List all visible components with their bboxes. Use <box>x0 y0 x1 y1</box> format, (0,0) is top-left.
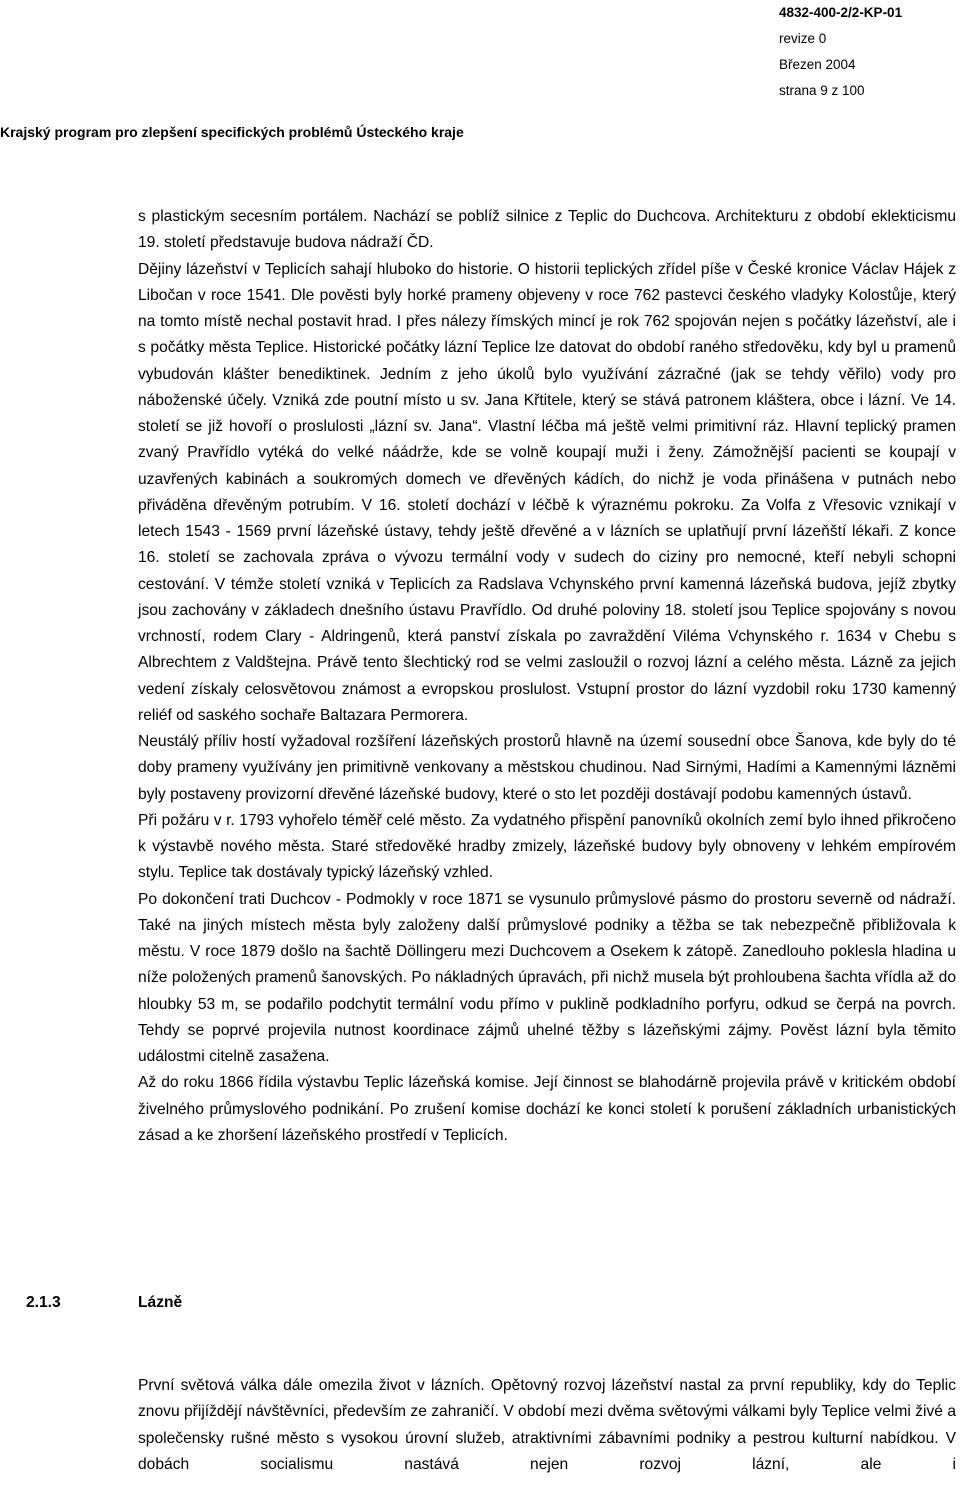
paragraph: Dějiny lázeňství v Teplicích sahají hluboko do historie. O historii teplických zřídel píše v České kronice Václav Hájek z Libočan v roce 1541. Dle pověsti byly horké prameny objeveny v roce 762 pastevci českého vladyky Kolostůje, který na tomto místě nechal postavit hrad. I přes nálezy římských mincí je rok 762 spojován nejen s počátky lázeňství, ale i s počátky města Teplice. Historické počátky lázní Teplice lze datovat do období raného středověku, kdy byl u pramenů vybudován klášter benediktinek. Jedním z jeho úkolů bylo využívání zázračné (jak se tehdy věřilo) vody pro náboženské účely. Vzniká zde poutní místo u sv. Jana Křtitele, který se stává patronem kláštera, obce i lázní. Ve 14. století se již hovoří o proslulosti „lázní sv. Jana“. Vlastní léčba má ještě velmi primitivní ráz. Hlavní teplický pramen zvaný Pravřídlo vytéká do velké náádrže, kde se volně koupají muži i ženy. Zámožnější pacienti se koupají v uzavřených kabinách a soukromých domech ve dřevěných kádích, do nichž je voda přinášena v putnách nebo přiváděna dřevěným potrubím. V 16. století dochází v léčbě k výraznému pokroku. Za Volfa z Vřesovic vznikají v letech 1543 - 1569 první lázeňské ústavy, tehdy ještě dřevěné a v lázních se uplatňují první lázeňští lékaři. Z konce 16. století se zachovala zpráva o vývozu termální vody v sudech do ciziny pro nemocné, kteří nebyli schopni cestování. V témže století vzniká v Teplicích za Radslava Vchynského první kamenná lázeňská budova, jejíž zbytky jsou zachovány v základech dnešního ústavu Pravřídlo. Od druhé poloviny 18. století jsou Teplice spojovány s novou vrchností, rodem Clary - Aldringenů, která panství získala po zavraždění Viléma Vchynského r. 1634 v Chebu s Albrechtem z Valdštejna. Právě tento šlechtický rod se velmi zasloužil o rozvoj lázní a celého města. Lázně za jejich vedení získaly celosvětovou známost a evropskou proslulost. Vstupní prostor do lázní vyzdobil roku 1730 kamenný reliéf od saského sochaře Baltazara Permorera. <box>138 260 956 724</box>
section-text <box>138 1373 956 1478</box>
section-heading <box>26 1294 326 1312</box>
program-title: Krajský program pro zlepšení specifických problémů Ústeckého kraje <box>0 124 464 140</box>
page-number: strana 9 z 100 <box>779 83 865 98</box>
paragraph: Až do roku 1866 řídila výstavbu Teplic lázeňská komise. Její činnost se blahodárně projevila právě v kritickém období živelného průmyslového podnikání. Po zrušení komise dochází ke konci století k porušení základních urbanistických zásad a ke zhoršení lázeňského prostředí v Teplicích. <box>138 1074 956 1144</box>
revision-label: revize 0 <box>779 31 827 46</box>
paragraph: První světová válka dále omezila život v lázních. Opětovný rozvoj lázeňství nastal za první republiky, kdy do Teplic znovu přijíždějí návštěvníci, především ze zahraničí. V období mezi dvěma světovými válkami byly Teplice velmi živé a společensky rušné město s vysokou úrovní služeb, atraktivními zábavními podniky a pestrou kulturní nabídkou. V dobách socialismu nastává nejen rozvoj lázní, ale i <box>138 1377 956 1473</box>
main-text <box>138 204 956 1149</box>
document-header-meta <box>779 0 957 104</box>
paragraph: Neustálý příliv hostí vyžadoval rozšíření lázeňských prostorů hlavně na území sousední obce Šanova, kde byly do té doby prameny využívány jen primitivně venkovany a městskou chudinou. Nad Sirnými, Hadími a Kamennými lázněmi byly postaveny provizorní dřevěné lázeňské budovy, které o sto let později dostávají podobu kamenných ústavů. <box>138 733 956 803</box>
document-id: 4832-400-2/2-KP-01 <box>779 5 903 20</box>
paragraph: s plastickým secesním portálem. Nachází se poblíž silnice z Teplic do Duchcova. Architekturu z období eklekticismu 19. století představuje budova nádraží ČD. <box>138 208 956 252</box>
document-date: Březen 2004 <box>779 57 856 72</box>
paragraph: Při požáru v r. 1793 vyhořelo téměř celé město. Za vydatného přispění panovníků okolních zemí bylo ihned přikročeno k výstavbě nového města. Staré středověké hradby zmizely, lázeňské budovy byly obnoveny v lehkém empírovém stylu. Teplice tak dostávaly typický lázeňský vzhled. <box>138 811 956 882</box>
section-title: Lázně <box>138 1294 183 1311</box>
section-number: 2.1.3 <box>26 1294 61 1311</box>
paragraph: Po dokončení trati Duchcov - Podmokly v roce 1871 se vysunulo průmyslové pásmo do prostoru severně od nádraží. Také na jiných místech města byly založeny další průmyslové podniky a těžba se tak nebezpečně přibližovala k městu. V roce 1879 došlo na šachtě Döllingeru mezi Duchcovem a Osekem k zátopě. Zanedlouho poklesla hladina u níže položených pramenů šanovských. Po nákladných úpravách, při nichž musela být prohloubena šachta vřídla až do hloubky 53 m, se podařilo podchytit termální vodu přímo v puklině podkladního porfyru, odkud se čerpá na povrch. Tehdy se poprvé projevila nutnost koordinace zájmů uhelné těžby s lázeňskými zájmy. Pověst lázní byla těmito událostmi citelně zasažena. <box>138 890 956 1065</box>
